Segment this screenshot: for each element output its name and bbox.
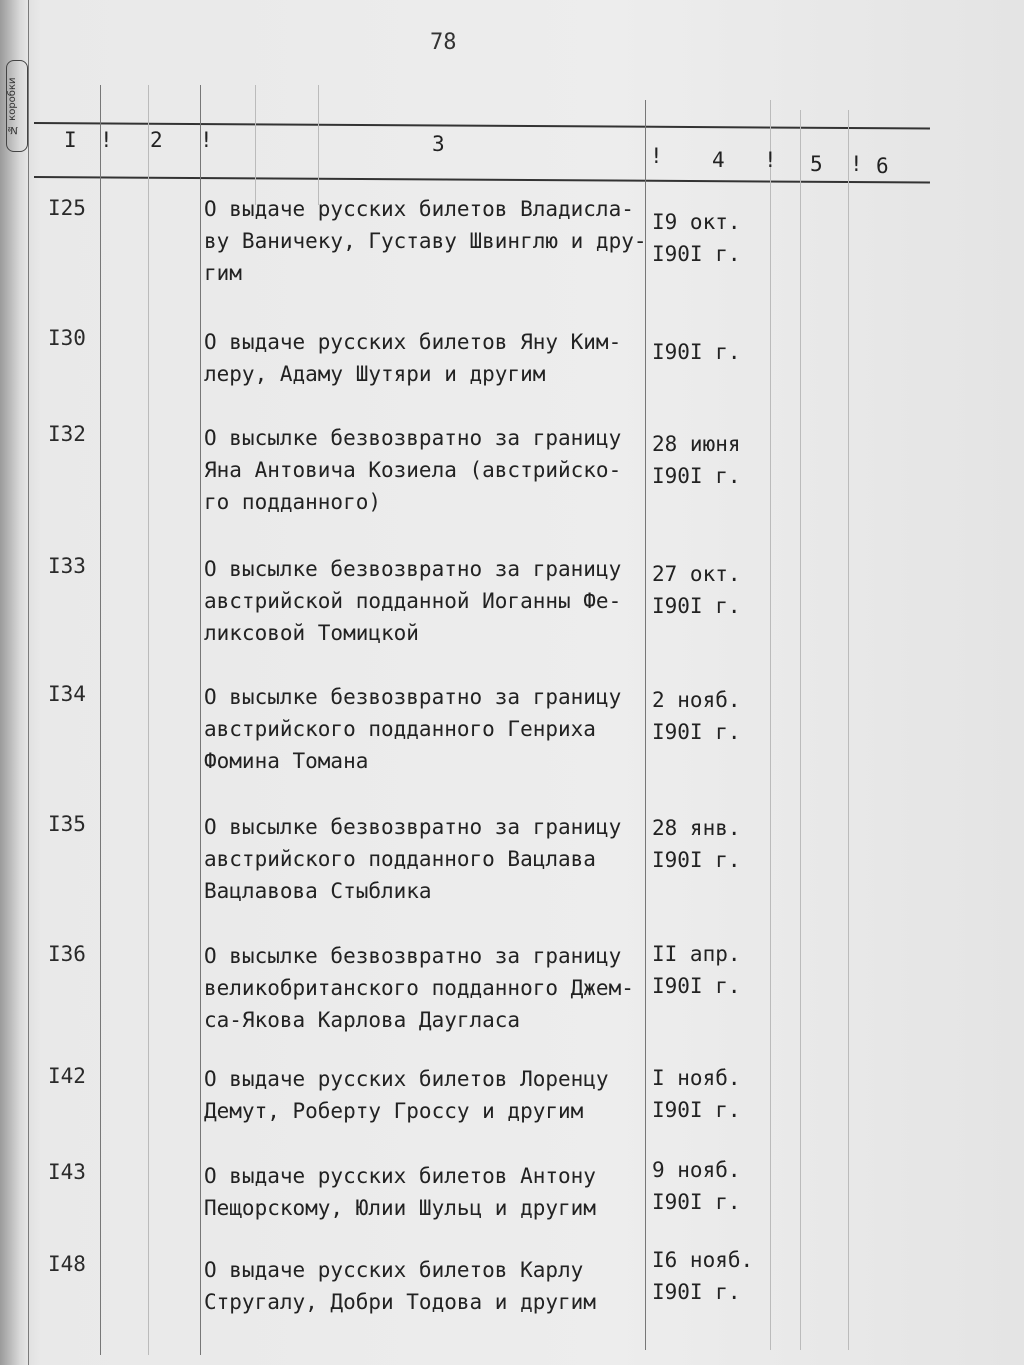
header-top-rule — [34, 122, 930, 129]
row-number: I48 — [48, 1252, 86, 1276]
header-col-2: 2 — [150, 128, 163, 152]
row-title: О выдаче русских билетов Лоренцу Демут, Роберту Гроссу и другим — [204, 1067, 609, 1123]
header-col-3: 3 — [432, 132, 445, 156]
header-col-6: 6 — [876, 154, 889, 178]
box-number-label: № коробки — [6, 60, 28, 152]
row-number: I35 — [48, 812, 86, 836]
row-number: I32 — [48, 422, 86, 446]
header-sep-5: ! — [850, 152, 863, 176]
header-sep-4: ! — [764, 148, 777, 172]
row-title: О высылке безвозвратно за границу австрийского подданного Вацлава Вацлавова Стыблика — [204, 815, 622, 903]
header-sep-2: ! — [200, 128, 213, 152]
column-divider-1 — [100, 85, 101, 1355]
column-divider-5 — [800, 110, 801, 1350]
column-divider-2 — [200, 85, 201, 1355]
row-number: I25 — [48, 196, 86, 220]
column-divider-2c — [318, 85, 319, 205]
row-date: 27 окт. I90I г. — [652, 562, 741, 618]
page-number: 78 — [430, 30, 457, 55]
row-title: О высылке безвозвратно за границу австрийского подданного Генриха Фомина Томана — [204, 685, 622, 773]
row-date: I90I г. — [652, 340, 741, 364]
column-divider-6 — [848, 110, 849, 1350]
column-divider-4 — [770, 100, 771, 1350]
row-number: I36 — [48, 942, 86, 966]
column-divider-2b — [255, 85, 256, 205]
row-number: I34 — [48, 682, 86, 706]
row-title: О высылке безвозвратно за границу Яна Антовича Козиела (австрийско- го подданного) — [204, 426, 622, 514]
row-title: О выдаче русских билетов Карлу Стругалу, Добри Тодова и другим — [204, 1258, 596, 1314]
row-number: I30 — [48, 326, 86, 350]
page-binding — [0, 0, 29, 1365]
row-date: 28 янв. I90I г. — [652, 816, 741, 872]
header-col-1: I — [64, 128, 77, 152]
row-date: II апр. I90I г. — [652, 942, 741, 998]
row-date: I нояб. I90I г. — [652, 1066, 741, 1122]
row-date: 2 нояб. I90I г. — [652, 688, 741, 744]
header-sep-1: ! — [100, 128, 113, 152]
row-date: I6 нояб. I90I г. — [652, 1248, 754, 1304]
header-sep-3: ! — [650, 144, 663, 168]
row-number: I43 — [48, 1160, 86, 1184]
column-divider-1b — [148, 85, 149, 1355]
row-date: 28 июня I90I г. — [652, 432, 741, 488]
row-title: О высылке безвозвратно за границу великобританского подданного Джем- са-Якова Карлова Даугласа — [204, 944, 634, 1032]
row-date: I9 окт. I90I г. — [652, 210, 741, 266]
row-number: I33 — [48, 554, 86, 578]
row-title: О выдаче русских билетов Владисла- ву Ваничеку, Густаву Швинглю и дру- гим — [204, 197, 647, 285]
header-bottom-rule — [34, 176, 930, 183]
row-title: О выдаче русских билетов Яну Ким- леру, Адаму Шутяри и другим — [204, 330, 622, 386]
row-date: 9 нояб. I90I г. — [652, 1158, 741, 1214]
row-title: О высылке безвозвратно за границу австрийской подданной Иоганны Фе- ликсовой Томицкой — [204, 557, 622, 645]
header-col-4: 4 — [712, 148, 725, 172]
header-col-5: 5 — [810, 152, 823, 176]
row-title: О выдаче русских билетов Антону Пещорскому, Юлии Шульц и другим — [204, 1164, 596, 1220]
row-number: I42 — [48, 1064, 86, 1088]
